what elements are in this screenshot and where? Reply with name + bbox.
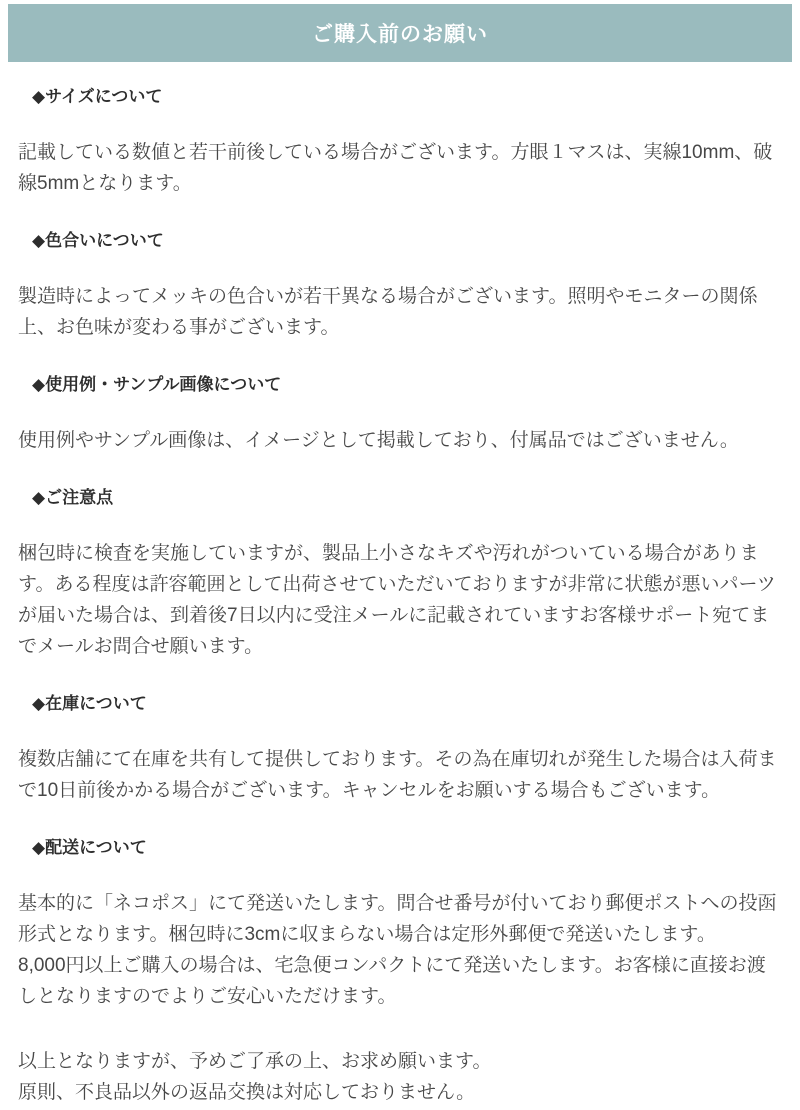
page-title: ご購入前のお願い: [312, 23, 488, 46]
page-title-banner: [8, 4, 792, 62]
notice-section: [18, 489, 782, 662]
notice-sections-list: [0, 88, 800, 1108]
section-body: 梱包時に検査を実施していますが、製品上小さなキズや汚れがついている場合があります。ある程度は許容範囲として出荷させていただいておりますが非常に状態が悪いパーツが届いた場合は、到着後7日以内に受注メールに記載されていますお客様サポート宛てまでメールお問合せ願います。: [18, 543, 776, 657]
section-body: 使用例やサンプル画像は、イメージとして掲載しており、付属品ではございません。: [18, 430, 739, 451]
section-heading: ◆使用例・サンプル画像について: [32, 375, 282, 394]
section-heading: ◆在庫について: [32, 694, 147, 713]
section-heading: ◆ご注意点: [32, 488, 114, 507]
purchase-notice-page: [0, 4, 800, 1110]
section-body: 記載している数値と若干前後している場合がございます。方眼１マスは、実線10mm、破線5mmとなります。: [18, 142, 773, 194]
closing-note: 以上となりますが、予めご了承の上、お求め願います。 原則、不良品以外の返品交換は対応しておりません。: [18, 1051, 492, 1103]
section-heading: ◆配送について: [32, 838, 147, 857]
section-heading: ◆サイズについて: [32, 87, 163, 106]
section-body: 複数店舗にて在庫を共有して提供しております。その為在庫切れが発生した場合は入荷まで10日前後かかる場合がございます。キャンセルをお願いする場合もございます。: [18, 749, 777, 801]
notice-section: [18, 376, 782, 456]
notice-section: [18, 695, 782, 806]
section-body: 製造時によってメッキの色合いが若干異なる場合がございます。照明やモニターの関係上、お色味が変わる事がございます。: [18, 286, 758, 338]
notice-section: [18, 839, 782, 1012]
section-body: 基本的に「ネコポス」にて発送いたします。問合せ番号が付いており郵便ポストへの投函形式となります。梱包時に3cmに収まらない場合は定形外郵便で発送いたします。 8,000円以上ご購入の場合は、宅急便コンパクトにて発送いたします。お客様に直接お渡しとなりますのでよりご安心いただけます。: [18, 893, 777, 1007]
notice-section: [18, 88, 782, 199]
section-heading: ◆色合いについて: [32, 231, 164, 250]
notice-section: [18, 232, 782, 343]
